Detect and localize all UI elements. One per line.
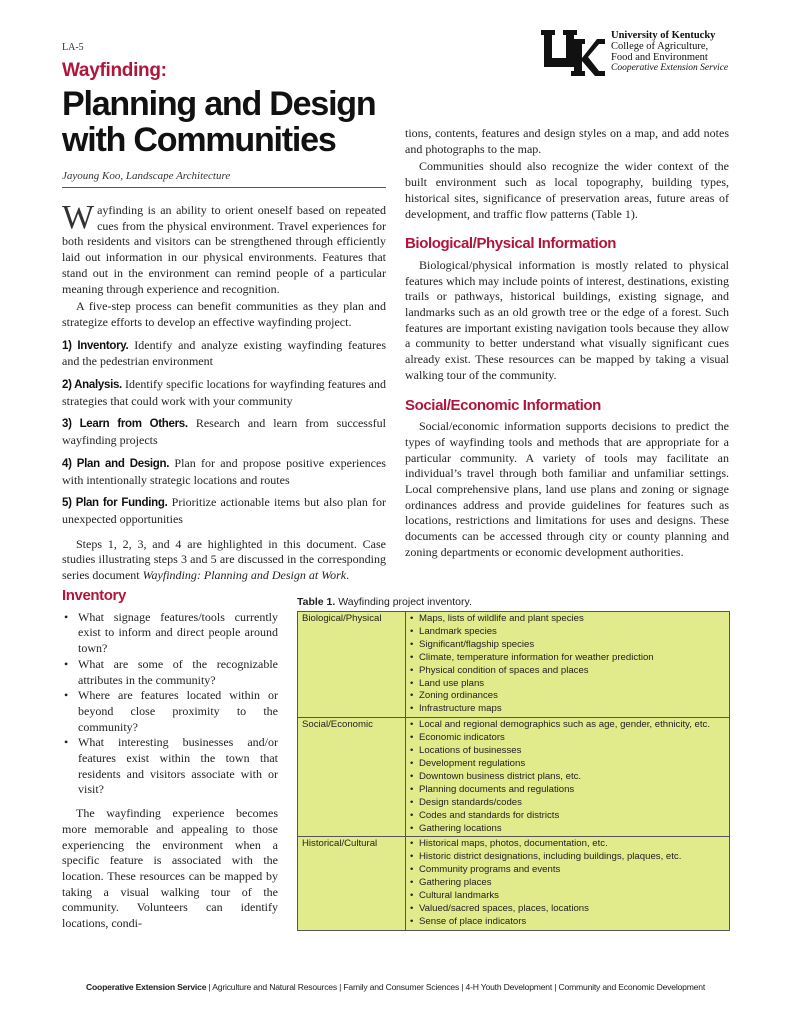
table-category-cell: Biological/Physical [298, 612, 406, 718]
social-paragraph: Social/economic information supports decisions to predict the types of wayfinding tools and methods that are appropriate for a particular community. A variety of tools may facilitate an individual’s travel through both familiar and unfamiliar settings. Local comprehensive plans, land use plans and zoning or signage ordinances address and provide guidelines for features such as locations, restrictions and limitations for uses and designs. These documents can be accessed through city or county planning and zoning departments or economic development authorities. [405, 419, 729, 559]
list-item: • Codes and standards for districts [410, 810, 725, 823]
inventory-paragraph: The wayfinding experience becomes more memorable and appealing to those experiencing the environment when a specific feature is associated with the location. These resources can be mapped by taking a visual walking tour of the community. Volunteers can identify locations, condi- [62, 806, 278, 931]
table-row [298, 837, 730, 930]
steps-list [62, 338, 386, 528]
list-item: • Significant/flagship species [410, 639, 725, 652]
page-title [62, 86, 402, 158]
list-item: • Historic district designations, including buildings, plaques, etc. [410, 851, 725, 864]
right-column [405, 126, 729, 563]
title-line-1: Planning and Design [62, 85, 376, 123]
list-item: • Maps, lists of wildlife and plant species [410, 613, 725, 626]
biological-heading: Biological/Physical Information [405, 235, 616, 253]
list-item: • Local and regional demographics such as age, gender, ethnicity, etc. [410, 719, 725, 732]
author-line: Jayoung Koo, Landscape Architecture [62, 170, 231, 182]
list-item: • Historical maps, photos, documentation, etc. [410, 838, 725, 851]
list-item: • Sense of place indicators [410, 916, 725, 929]
table-items-cell [406, 837, 730, 930]
university-name: University of Kentucky [611, 30, 716, 41]
table-category-cell: Historical/Cultural [298, 837, 406, 930]
list-item: • Gathering locations [410, 823, 725, 836]
table-items-cell [406, 718, 730, 837]
list-item: • Climate, temperature information for weather prediction [410, 652, 725, 665]
list-item: • Economic indicators [410, 732, 725, 745]
list-item: 3) Learn from Others. Research and learn from successful wayfinding projects [62, 416, 386, 448]
footer-brand: Cooperative Extension Service [85, 982, 207, 992]
social-heading: Social/Economic Information [405, 396, 601, 414]
table-category-cell: Social/Economic [298, 718, 406, 837]
list-item: • Downtown business district plans, etc. [410, 771, 725, 784]
institution-block [611, 30, 751, 74]
list-item: 2) Analysis. Identify specific locations for wayfinding features and strategies that could work with your community [62, 377, 386, 408]
intro-paragraph: Wayfinding is an ability to orient oneself based on repeated cues from the physical environment. Travel experiences for both residents and visitors can be strengthened through efficiently laid out information in our physical environments. Features that stand out in the environment can remind people of a particular meaning through experience and recognition. [62, 199, 386, 296]
table-row [298, 718, 730, 837]
list-item: • Community programs and events [410, 864, 725, 877]
biological-paragraph: Biological/physical information is mostly related to physical features which may include points of interest, destinations, existing trails or pathways, historical buildings, existing signage, and landmarks such as an old growth tree or the edge of a forest. Such features are important existing navigation tools because they allow a community to better understand what visually significant cues already exist. These resources can be mapped by taking a visual walking tour of the community. [405, 257, 729, 382]
inventory-table [297, 611, 730, 931]
list-item: • Valued/sacred spaces, places, locations [410, 903, 725, 916]
inventory-section [62, 588, 278, 932]
list-item: • Planning documents and regulations [410, 784, 725, 797]
series-title: Wayfinding: [62, 60, 167, 81]
list-item: • Where are features located within or beyond close proximity to the community? [62, 688, 278, 735]
list-item: • Design standards/codes [410, 797, 725, 810]
inventory-heading: Inventory [62, 587, 126, 604]
list-item: 5) Plan for Funding. Prioritize actionable items but also plan for unexpected opportunities [62, 495, 387, 526]
steps-note: Steps 1, 2, 3, and 4 are highlighted in this document. Case studies illustrating steps 3 and 5 are discussed in the corresponding series document Wayfinding: Planning and Design at Work. [62, 536, 386, 583]
drop-cap: W [62, 199, 95, 236]
list-item: • Gathering places [410, 877, 725, 890]
list-item: • Development regulations [410, 758, 725, 771]
table-items-cell [406, 612, 730, 718]
title-divider [62, 187, 386, 188]
title-line-2: with Communities [62, 121, 336, 159]
footer-programs: | Agriculture and Natural Resources | Family and Consumer Sciences | 4-H Youth Development | Community and Economic Development [206, 982, 706, 992]
table-row [298, 612, 730, 718]
list-item: 1) Inventory. Identify and analyze existing wayfinding features and the pedestrian environment [62, 337, 386, 369]
college-name-2: Food and Environment [611, 52, 708, 63]
continuation-paragraph: tions, contents, features and design styles on a map, and add notes and photographs to the map. [405, 126, 729, 156]
extension-service: Cooperative Extension Service [611, 63, 729, 73]
context-paragraph: Communities should also recognize the wider context of the built environment such as local topography, building types, historical sites, significance of preservation areas, future areas of development, and traffic flow patterns (Table 1). [405, 159, 729, 221]
list-item: • Infrastructure maps [410, 703, 725, 716]
process-paragraph: A five-step process can benefit communities as they plan and strategize efforts to develop an effective wayfinding project. [62, 299, 386, 329]
list-item: • Cultural landmarks [410, 890, 725, 903]
list-item: • Physical condition of spaces and places [410, 665, 725, 678]
college-name-1: College of Agriculture, [611, 41, 709, 52]
list-item: • What signage features/tools currently exist to inform and direct people around town? [62, 610, 278, 657]
table-caption: Table 1. Wayfinding project inventory. [297, 596, 472, 608]
list-item: • Locations of businesses [410, 745, 725, 758]
uk-logo [541, 30, 605, 76]
footer [0, 982, 791, 992]
list-item: • Landmark species [410, 626, 725, 639]
list-item: • What interesting businesses and/or features exist within the town that residents and visitors associate with or visit? [62, 735, 278, 798]
list-item: • Zoning ordinances [410, 690, 725, 703]
inventory-questions [62, 610, 278, 798]
list-item: 4) Plan and Design. Plan for and propose positive experiences with intentionally strategic locations and routes [62, 455, 386, 487]
list-item: • What are some of the recognizable attributes in the community? [62, 657, 278, 688]
intro-column [62, 199, 387, 586]
list-item: • Land use plans [410, 678, 725, 691]
document-code: LA-5 [62, 42, 84, 53]
